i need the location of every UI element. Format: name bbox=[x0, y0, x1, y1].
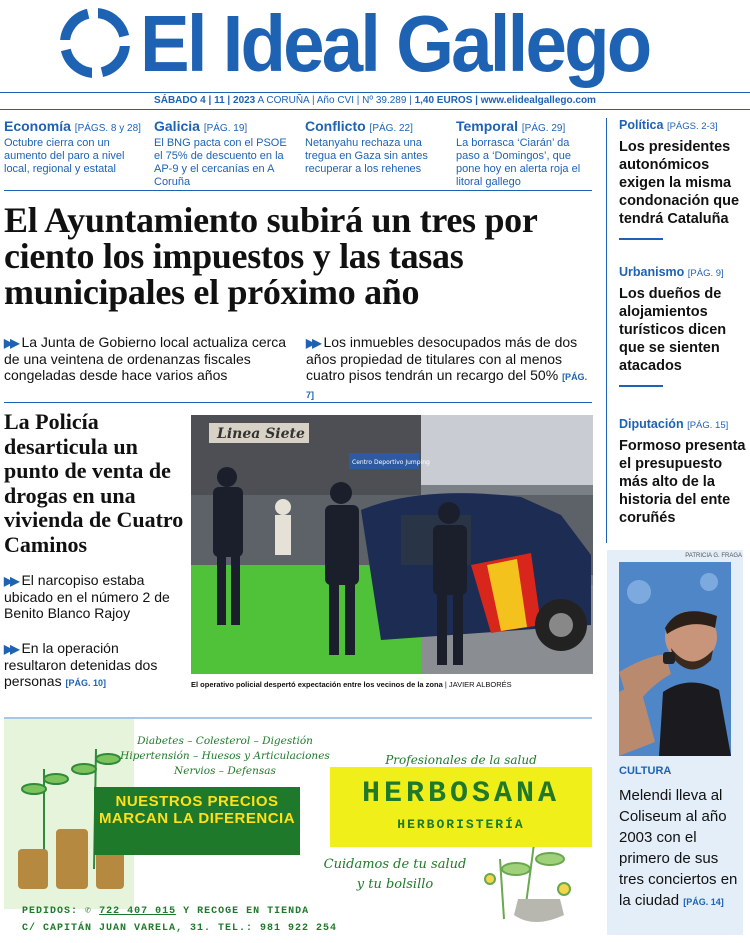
page-ref: [PÁG. 14] bbox=[683, 897, 724, 907]
culture-photo-credit: PATRICIA G. FRAGA bbox=[685, 553, 742, 559]
divider bbox=[4, 190, 592, 191]
second-bullet-2 bbox=[4, 640, 184, 691]
sidebar-page: [PÁGS. 2-3] bbox=[666, 121, 718, 132]
photo-caption bbox=[191, 680, 593, 689]
sidebar-section: Política bbox=[619, 118, 664, 132]
teaser-page: [PÁG. 22] bbox=[369, 123, 413, 134]
sidebar-diputacion[interactable] bbox=[619, 417, 747, 527]
ad-ailments-line: Nervios – Defensas bbox=[174, 765, 276, 777]
date: SÁBADO 4 | 11 | 2023 bbox=[154, 95, 256, 106]
teaser-section: Conflicto bbox=[305, 118, 366, 134]
ad-ailments bbox=[120, 734, 330, 779]
sidebar-urbanismo[interactable] bbox=[619, 265, 747, 387]
bullet-arrow-icon: ▶▶ bbox=[306, 336, 319, 350]
teaser-text: Octubre cierra con un aumento del paro a nivel local, regional y estatal bbox=[4, 137, 125, 175]
bullet-text: El narcopiso estaba ubicado en el número 2 de Benito Blanco Rajoy bbox=[4, 572, 170, 621]
teaser-text: Netanyahu rechaza una tregua en Gaza sin antes recuperar a los rehenes bbox=[305, 137, 428, 175]
ad-address: C/ CAPITÁN JUAN VARELA, 31. TEL.: 981 922 254 bbox=[22, 923, 338, 934]
sidebar-section: Urbanismo bbox=[619, 265, 685, 279]
singer-illustration bbox=[619, 562, 731, 756]
divider bbox=[619, 385, 663, 387]
ad-ailments-line: Diabetes – Colesterol – Digestión bbox=[137, 735, 313, 747]
sidebar-page: [PÁG. 15] bbox=[687, 420, 729, 431]
dateline bbox=[0, 92, 750, 110]
second-headline[interactable]: La Policía desarticula un punto de venta de drogas en una vivienda de Cuatro Caminos bbox=[4, 409, 184, 557]
bullet-text: La Junta de Gobierno local actualiza cerca de una veintena de ordenanzas fiscales congeladas desde hace varios años bbox=[4, 334, 287, 383]
newspaper-title: El Ideal Gallego bbox=[140, 0, 650, 88]
teaser-page: [PÁG. 29] bbox=[521, 123, 566, 134]
ad-professionals: Profesionales de la salud bbox=[385, 753, 537, 767]
teaser-page: [PÁG. 19] bbox=[203, 123, 248, 134]
teaser-temporal[interactable] bbox=[456, 118, 596, 189]
photo-credit: | JAVIER ALBORÉS bbox=[444, 680, 512, 689]
teaser-text: El BNG pacta con el PSOE el 75% de descuento en la AP-9 y el cercanías en A Coruña bbox=[154, 137, 287, 188]
bullet-arrow-icon: ▶▶ bbox=[4, 336, 17, 350]
teaser-section: Economía bbox=[4, 118, 71, 134]
teaser-section: Temporal bbox=[456, 118, 518, 134]
page-ref: [PÁG. 7] bbox=[306, 372, 588, 400]
store-sign: Linea Siete bbox=[217, 426, 305, 442]
teaser-text: La borrasca ‘Ciarán’ da paso a ‘Domingos’, que pone hoy en alerta roja el litoral gallego bbox=[456, 137, 581, 188]
ad-brand: HERBOSANA bbox=[361, 777, 561, 811]
teaser-economia[interactable] bbox=[4, 118, 144, 176]
ad-contact bbox=[22, 903, 342, 935]
herbosana-ad[interactable] bbox=[4, 717, 592, 935]
lead-headline[interactable]: El Ayuntamiento subirá un tres por ciento los impuestos y las tasas municipales el próximo año bbox=[4, 200, 537, 312]
shop-sign: Centro Deportivo Jumping bbox=[352, 459, 430, 466]
police-scene-illustration bbox=[191, 415, 593, 674]
second-bullet-1 bbox=[4, 572, 184, 621]
sidebar-page: [PÁG. 9] bbox=[687, 268, 724, 279]
ad-brand-sub: HERBORISTERÍA bbox=[397, 817, 525, 832]
bullet-arrow-icon: ▶▶ bbox=[4, 642, 17, 656]
sidebar-headline: Los dueños de alojamientos turísticos dicen que se sienten atacados bbox=[619, 286, 727, 374]
website: | www.elidealgallego.com bbox=[475, 95, 596, 106]
sidebar-section: Diputación bbox=[619, 417, 684, 431]
teaser-galicia[interactable] bbox=[154, 118, 294, 189]
sidebar-headline: Formoso presenta el presupuesto más alto de la historia del ente coruñés bbox=[619, 438, 746, 526]
bullet-text: Los inmuebles desocupados más de dos años propiedad de titulares con al menos cuatro pisos tendrán un recargo del 50% bbox=[306, 334, 578, 383]
ad-ailments-line: Hipertensión – Huesos y Articulaciones bbox=[120, 750, 330, 762]
page-ref: [PÁG. 10] bbox=[65, 678, 106, 688]
caption-text: El operativo policial despertó expectación entre los vecinos de la zona bbox=[191, 680, 443, 689]
place: A CORUÑA | Año CVI | Nº 39.289 | bbox=[257, 95, 412, 106]
ad-orders-rest: Y RECOGE EN TIENDA bbox=[183, 906, 310, 917]
culture-headline: Melendi lleva al Coliseum al año 2003 con el primero de sus tres conciertos en la ciudad bbox=[619, 787, 738, 909]
police-photo bbox=[191, 415, 593, 674]
sidebar-divider bbox=[606, 118, 607, 543]
sidebar-politica[interactable] bbox=[619, 118, 747, 240]
masthead bbox=[0, 0, 750, 92]
ad-slogan-line: y tu bolsillo bbox=[356, 877, 434, 892]
culture-text bbox=[619, 785, 739, 913]
whatsapp-icon: ✆ bbox=[85, 906, 93, 917]
divider bbox=[4, 402, 592, 403]
culture-section: CULTURA bbox=[619, 765, 672, 777]
teaser-conflicto[interactable] bbox=[305, 118, 445, 176]
ad-orders-label: PEDIDOS: bbox=[22, 906, 79, 917]
logo-mark-icon bbox=[60, 8, 130, 78]
ad-phone[interactable]: 722 407 015 bbox=[99, 906, 177, 917]
divider bbox=[619, 238, 663, 240]
ad-promo: NUESTROS PRECIOS MARCAN LA DIFERENCIA bbox=[94, 787, 300, 855]
ad-slogan bbox=[300, 855, 490, 895]
bullet-text: En la operación resultaron detenidas dos personas bbox=[4, 640, 158, 689]
sidebar-headline: Los presidentes autonómicos exigen la misma condonación que tendrá Cataluña bbox=[619, 139, 740, 227]
teaser-section: Galicia bbox=[154, 118, 200, 134]
price: 1,40 EUROS bbox=[414, 95, 473, 106]
lead-bullet-2 bbox=[306, 334, 596, 403]
lead-bullet-1 bbox=[4, 334, 294, 383]
teaser-page: [PÁGS. 8 y 28] bbox=[74, 123, 141, 134]
singer-photo bbox=[619, 562, 731, 756]
bullet-arrow-icon: ▶▶ bbox=[4, 574, 17, 588]
ad-slogan-line: Cuidamos de tu salud bbox=[323, 857, 467, 872]
